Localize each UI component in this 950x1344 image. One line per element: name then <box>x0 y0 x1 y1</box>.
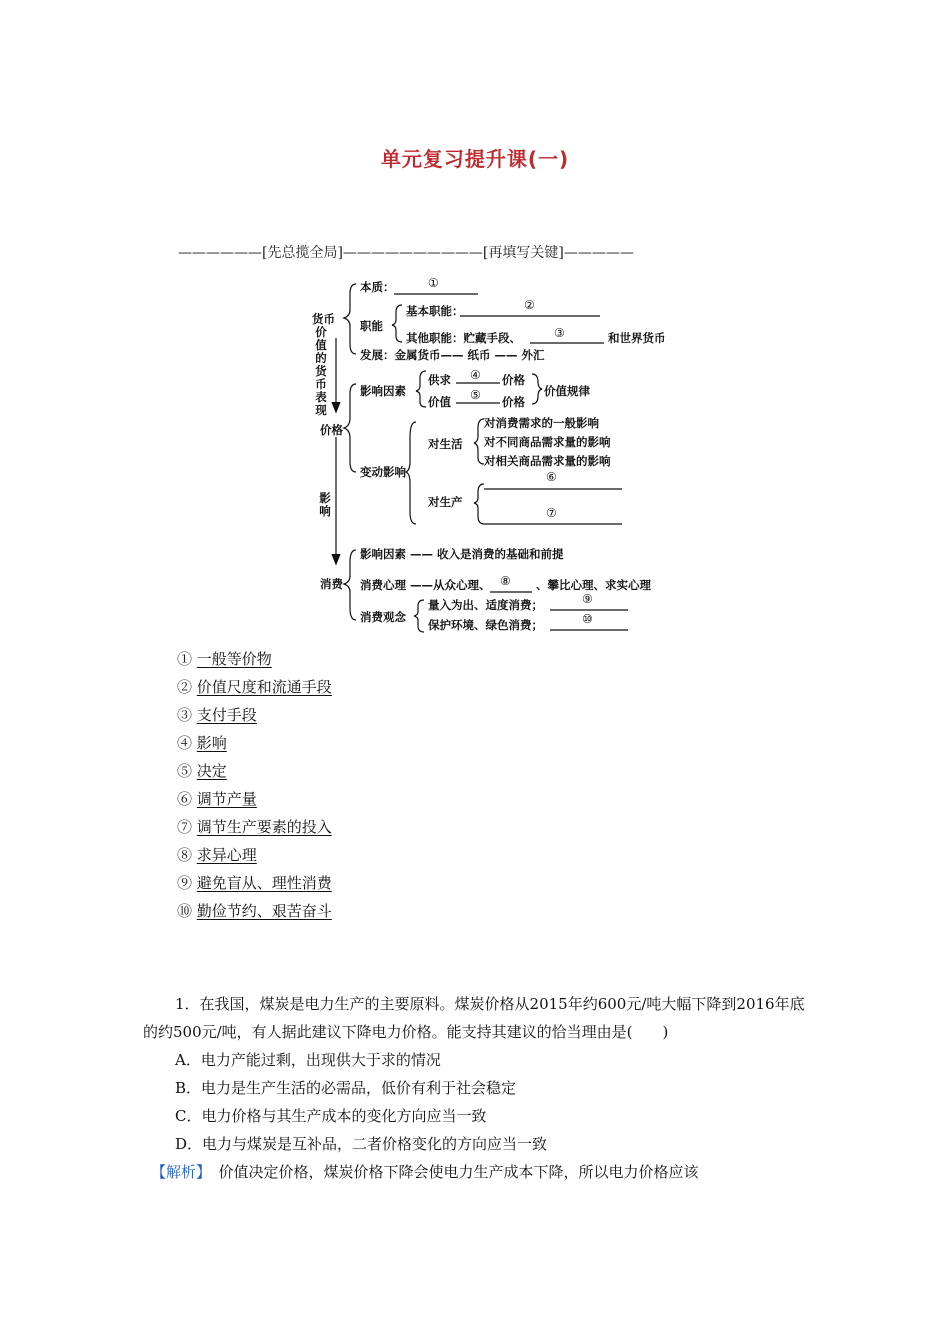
blank-10: ⑩ <box>582 612 593 626</box>
influence-factors-label: 影响因素 <box>360 384 406 398</box>
value-label: 价值 <box>428 395 451 409</box>
blank-9: ⑨ <box>582 592 593 606</box>
change-effect-label: 变动影响 <box>360 465 406 479</box>
answer-number: ⑤ <box>177 762 193 780</box>
answer-number: ④ <box>177 734 193 752</box>
money-label: 货币 <box>312 312 335 326</box>
answer-item <box>177 676 332 704</box>
option-a: A．电力产能过剩，出现供大于求的情况 <box>175 1051 441 1069</box>
answer-number: ⑨ <box>177 874 193 892</box>
blank-2: ② <box>524 298 535 312</box>
answer-item <box>177 844 332 872</box>
other-function-label: 其他职能：贮藏手段、 <box>406 331 521 345</box>
life-item-2: 对不同商品需求量的影响 <box>484 435 611 449</box>
answer-number: ② <box>177 678 193 696</box>
development-label: 发展：金属货币—— 纸币 —— 外汇 <box>360 348 545 362</box>
consumption-label: 消费 <box>320 577 343 591</box>
question-block <box>143 990 815 1186</box>
answer-text: 调节产量 <box>196 790 257 808</box>
arrow-head-1 <box>332 402 340 412</box>
answer-item <box>177 648 332 676</box>
influence-label: 影响 <box>319 491 331 518</box>
answer-item <box>177 788 332 816</box>
option-c: C．电力价格与其生产成本的变化方向应当一致 <box>175 1107 487 1125</box>
blank-6: ⑥ <box>546 470 557 484</box>
function-label: 职能 <box>360 319 383 333</box>
price-brace <box>344 384 356 472</box>
answer-number: ⑦ <box>177 818 193 836</box>
function-brace <box>392 305 402 342</box>
money-brace <box>344 284 356 354</box>
answer-text: 决定 <box>196 762 227 780</box>
analysis-text: 价值决定价格，煤炭价格下降会使电力生产成本下降，所以电力价格应该 <box>203 1163 699 1181</box>
analysis-tag: 【解析】 <box>151 1163 204 1181</box>
cons-concept-label: 消费观念 <box>360 610 406 624</box>
answer-text: 影响 <box>196 734 227 752</box>
answer-text: 一般等价物 <box>196 650 272 668</box>
answer-list <box>177 648 332 928</box>
answer-item <box>177 816 332 844</box>
blank-1: ① <box>428 276 439 290</box>
answer-number: ⑧ <box>177 846 193 864</box>
option-d: D．电力与煤炭是互补品，二者价格变化的方向应当一致 <box>175 1135 548 1153</box>
answer-number: ⑩ <box>177 902 193 920</box>
world-money-label: 和世界货币 <box>608 331 666 345</box>
life-item-1: 对消费需求的一般影响 <box>484 416 599 430</box>
price-label: 价格 <box>320 423 343 437</box>
value-law-label: 价值规律 <box>544 384 590 398</box>
option-b: B．电力是生产生活的必需品，低价有利于社会稳定 <box>175 1079 517 1097</box>
cons-psych-label-a: 消费心理 ——从众心理、 <box>360 578 491 592</box>
blank-7: ⑦ <box>546 506 557 520</box>
answer-item <box>177 760 332 788</box>
arrow-head-2 <box>332 554 340 564</box>
basic-function-label: 基本职能： <box>406 304 464 318</box>
answer-text: 求异心理 <box>196 846 257 864</box>
section-header: ——————[先总揽全局]——————————[再填写关键]————— <box>178 245 634 261</box>
knowledge-diagram <box>310 272 690 637</box>
analysis-line <box>143 1158 815 1186</box>
answer-number: ① <box>177 650 193 668</box>
concept-item-1: 量入为出、适度消费； <box>428 598 543 612</box>
answer-item <box>177 732 332 760</box>
answer-text: 支付手段 <box>196 706 257 724</box>
on-production-label: 对生产 <box>428 495 463 509</box>
blank-4: ④ <box>470 368 481 382</box>
question-stem: 1．在我国，煤炭是电力生产的主要原料。煤炭价格从2015年约600元/吨大幅下降到2016年底的约500元/吨，有人据此建议下降电力价格。能支持其建议的恰当理由是( ) <box>143 995 805 1041</box>
answer-text: 价值尺度和流通手段 <box>196 678 332 696</box>
answer-number: ③ <box>177 706 193 724</box>
answer-text: 避免盲从、理性消费 <box>196 874 332 892</box>
value-expression-label: 价值的货币表现 <box>315 325 327 417</box>
price-word-1: 价格 <box>502 373 525 387</box>
answer-item <box>177 872 332 900</box>
answer-number: ⑥ <box>177 790 193 808</box>
cons-psych-label-b: 、攀比心理、求实心理 <box>536 578 651 592</box>
answer-text: 调节生产要素的投入 <box>196 818 332 836</box>
cons-factors-label: 影响因素 —— 收入是消费的基础和前提 <box>360 547 564 561</box>
concept-item-2: 保护环境、绿色消费； <box>428 618 543 632</box>
blank-3: ③ <box>554 326 565 340</box>
answer-item <box>177 704 332 732</box>
blank-5: ⑤ <box>470 388 481 402</box>
on-life-label: 对生活 <box>428 437 463 451</box>
price-word-2: 价格 <box>502 395 525 409</box>
answer-text: 勤俭节约、艰苦奋斗 <box>196 902 332 920</box>
page-title: 单元复习提升课(一) <box>380 147 570 171</box>
blank-8: ⑧ <box>500 574 511 588</box>
answer-item <box>177 900 332 928</box>
essence-label: 本质： <box>360 280 395 294</box>
life-item-3: 对相关商品需求量的影响 <box>484 454 611 468</box>
supply-demand-label: 供求 <box>428 373 451 387</box>
